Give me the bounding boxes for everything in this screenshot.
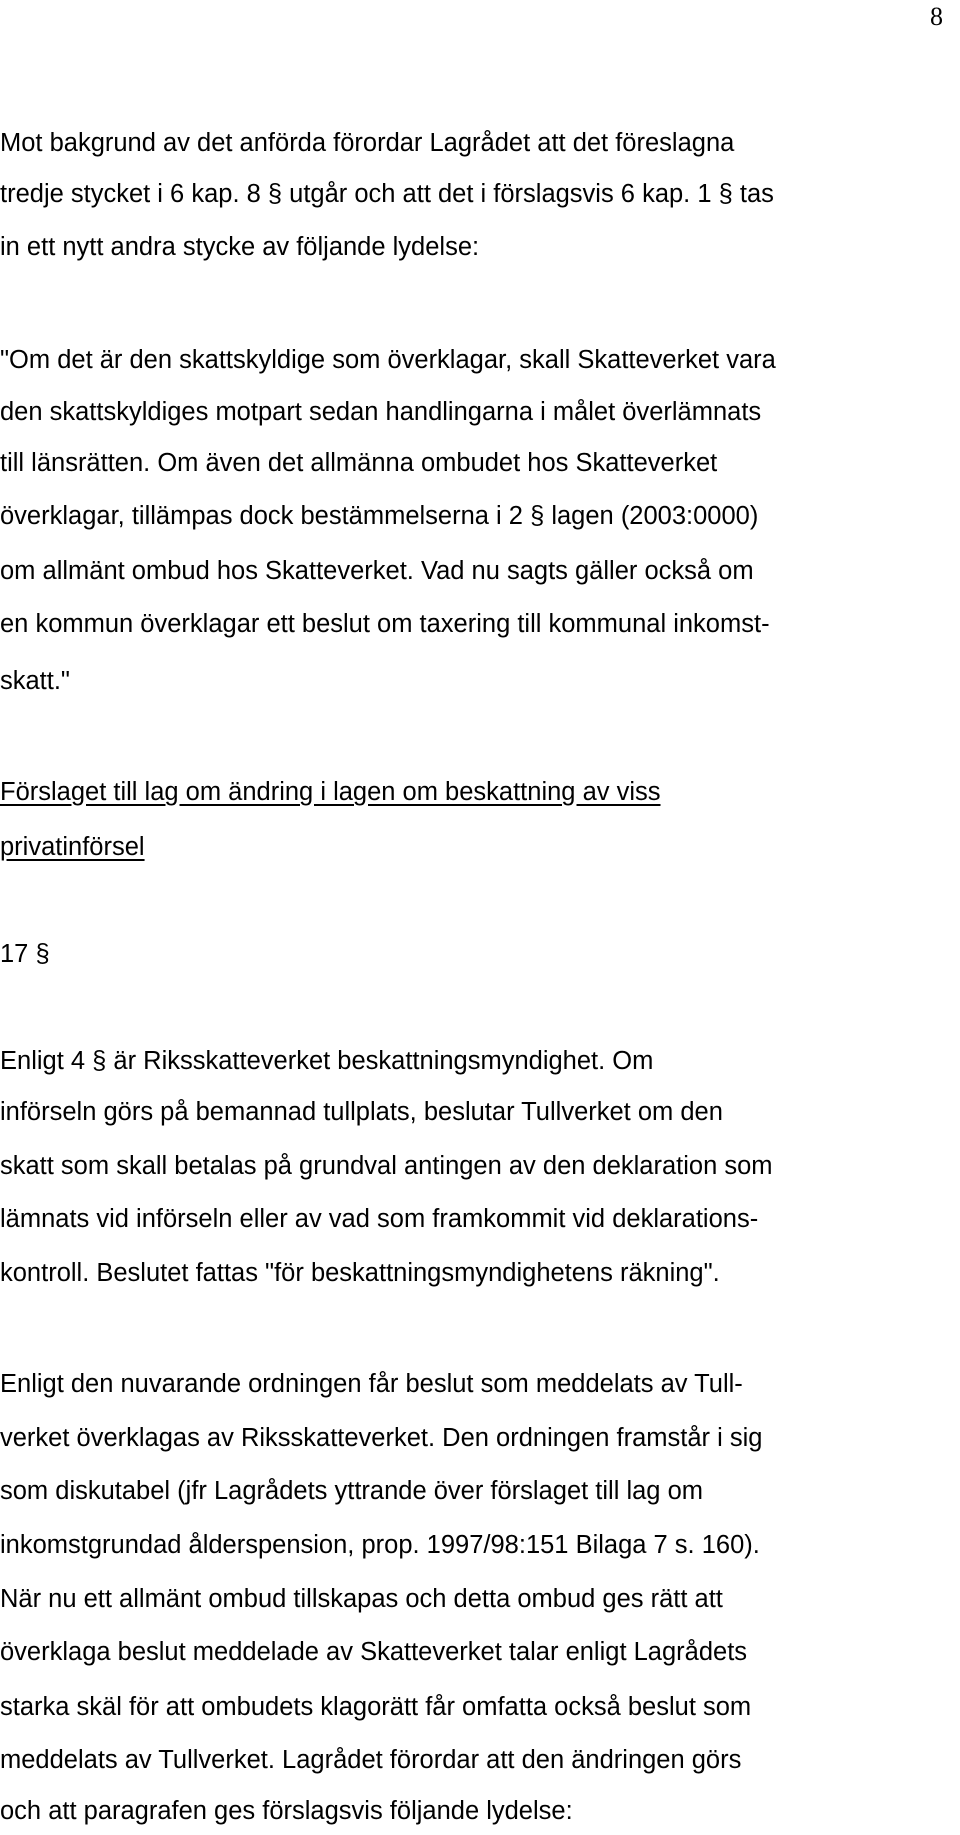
paragraph-line: När nu ett allmänt ombud tillskapas och detta ombud ges rätt att <box>0 1585 723 1613</box>
quote-line: "Om det är den skattskyldige som överklagar, skall Skatteverket vara <box>0 346 776 374</box>
paragraph-line: lämnats vid införseln eller av vad som framkommit vid deklarations- <box>0 1205 759 1233</box>
section-heading-line: privatinförsel <box>0 833 145 861</box>
quote-line: den skattskyldiges motpart sedan handlingarna i målet överlämnats <box>0 398 762 426</box>
page-number: 8 <box>930 2 943 31</box>
section-number: 17 § <box>0 940 50 968</box>
quote-line: en kommun överklagar ett beslut om taxering till kommunal inkomst- <box>0 610 770 638</box>
paragraph-line: som diskutabel (jfr Lagrådets yttrande över förslaget till lag om <box>0 1477 703 1505</box>
paragraph-line: och att paragrafen ges förslagsvis följande lydelse: <box>0 1797 573 1825</box>
section-heading-line: Förslaget till lag om ändring i lagen om beskattning av viss <box>0 778 661 806</box>
paragraph-line: kontroll. Beslutet fattas "för beskattningsmyndighetens räkning". <box>0 1259 720 1287</box>
paragraph-line: överklaga beslut meddelade av Skatteverket talar enligt Lagrådets <box>0 1638 748 1666</box>
paragraph-line: Enligt den nuvarande ordningen får beslut som meddelats av Tull- <box>0 1370 743 1398</box>
paragraph-line: skatt som skall betalas på grundval antingen av den deklaration som <box>0 1152 773 1180</box>
paragraph-line: meddelats av Tullverket. Lagrådet förordar att den ändringen görs <box>0 1746 742 1774</box>
paragraph-line: in ett nytt andra stycke av följande lydelse: <box>0 233 480 261</box>
quote-line: om allmänt ombud hos Skatteverket. Vad nu sagts gäller också om <box>0 557 754 585</box>
quote-line: skatt." <box>0 667 70 695</box>
paragraph-line: inkomstgrundad ålderspension, prop. 1997/98:151 Bilaga 7 s. 160). <box>0 1531 760 1559</box>
quote-line: överklagar, tillämpas dock bestämmelserna i 2 § lagen (2003:0000) <box>0 502 759 530</box>
paragraph-line: tredje stycket i 6 kap. 8 § utgår och att det i förslagsvis 6 kap. 1 § tas <box>0 180 774 208</box>
quote-line: till länsrätten. Om även det allmänna ombudet hos Skatteverket <box>0 449 718 477</box>
paragraph-line: Mot bakgrund av det anförda förordar Lagrådet att det föreslagna <box>0 129 735 157</box>
paragraph-line: införseln görs på bemannad tullplats, beslutar Tullverket om den <box>0 1098 723 1126</box>
paragraph-line: Enligt 4 § är Riksskatteverket beskattningsmyndighet. Om <box>0 1047 654 1075</box>
paragraph-line: verket överklagas av Riksskatteverket. Den ordningen framstår i sig <box>0 1424 763 1452</box>
paragraph-line: starka skäl för att ombudets klagorätt får omfatta också beslut som <box>0 1693 752 1721</box>
